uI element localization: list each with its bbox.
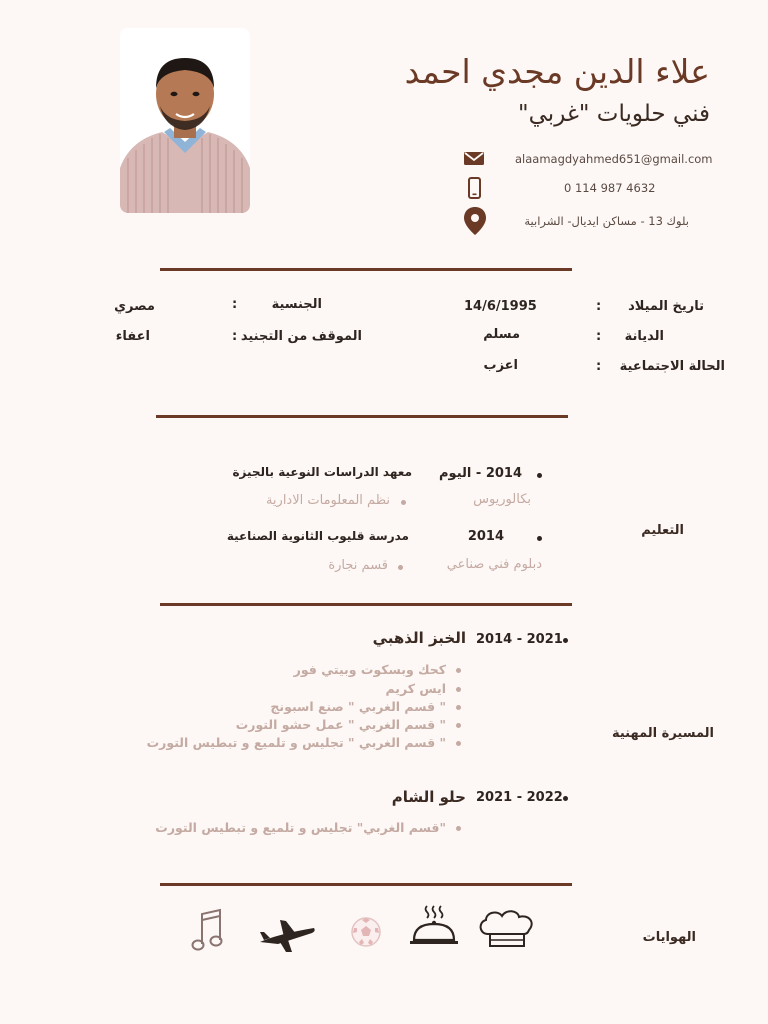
military-status-value: اعفاء xyxy=(115,329,150,344)
job-task: " قسم الغربي " عمل حشو التورت xyxy=(235,717,446,732)
job-company: الخبز الذهبي xyxy=(372,629,466,647)
birth-date-colon: : xyxy=(596,299,602,314)
birth-date-label: تاريخ الميلاد xyxy=(628,299,704,314)
airplane-icon xyxy=(258,918,316,954)
task-bullet xyxy=(456,723,461,728)
job-bullet xyxy=(563,796,568,801)
nationality-label: الجنسية xyxy=(271,297,322,312)
soccer-ball-icon xyxy=(350,916,382,948)
phone-text[interactable]: 0 114 987 4632 xyxy=(564,181,656,195)
career-section-label: المسيرة المهنية xyxy=(611,726,714,741)
divider-personal xyxy=(156,415,568,418)
birth-date-value: 14/6/1995 xyxy=(464,299,537,314)
job-bullet xyxy=(563,638,568,643)
job-task: " قسم الغربي " صنع اسبونج xyxy=(270,699,446,714)
job-years: 2021 - 2022 xyxy=(476,790,563,805)
education-degree: دبلوم فني صناعي xyxy=(446,557,542,572)
military-status-label: الموقف من التجنيد xyxy=(240,329,362,344)
religion-colon: : xyxy=(596,329,602,344)
divider-career xyxy=(160,883,572,886)
education-years: 2014 - اليوم xyxy=(439,466,522,481)
full-name: علاء الدين مجدي احمد xyxy=(404,52,710,91)
education-section-label: التعليم xyxy=(641,523,684,538)
military-status-colon: : xyxy=(232,329,238,344)
education-sub-bullet xyxy=(398,565,403,570)
food-cloche-icon xyxy=(408,904,460,948)
education-institution: معهد الدراسات النوعية بالجيزة xyxy=(232,465,412,479)
email-icon xyxy=(462,146,486,170)
nationality-value: مصري xyxy=(114,299,155,314)
phone-icon xyxy=(462,176,486,200)
job-task: كحك وبسكوت وبيتي فور xyxy=(293,662,446,677)
job-task: " قسم الغربي " تجليس و تلميع و تبطيس التورت xyxy=(146,735,446,750)
marital-status-colon: : xyxy=(596,359,602,374)
education-degree: بكالوريوس xyxy=(473,492,531,507)
education-bullet xyxy=(537,536,542,541)
job-years: 2014 - 2021 xyxy=(476,632,563,647)
profile-photo-image xyxy=(120,28,250,213)
job-task: "قسم الغربي" تجليس و تلميع و تبطيس التورت xyxy=(155,820,446,835)
address-text: بلوك 13 - مساكن ايديال- الشرابية xyxy=(524,214,689,228)
education-sub-bullet xyxy=(401,500,406,505)
location-pin-icon xyxy=(462,206,488,236)
job-company: حلو الشام xyxy=(391,788,466,806)
task-bullet xyxy=(456,705,461,710)
job-task: ايس كريم xyxy=(385,681,446,696)
education-major: قسم نجارة xyxy=(328,558,388,573)
religion-value: مسلم xyxy=(483,327,520,342)
education-institution: مدرسة قليوب الثانوية الصناعية xyxy=(226,529,409,543)
nationality-colon: : xyxy=(232,297,238,312)
divider-education xyxy=(160,603,572,606)
profile-photo xyxy=(120,28,250,213)
email-text[interactable]: alaamagdyahmed651@gmail.com xyxy=(515,152,713,166)
marital-status-label: الحالة الاجتماعية xyxy=(619,359,725,374)
education-major: نظم المعلومات الادارية xyxy=(265,493,390,508)
task-bullet xyxy=(456,668,461,673)
music-note-icon xyxy=(190,908,226,954)
marital-status-value: اعزب xyxy=(483,358,518,373)
hobbies-section-label: الهوايات xyxy=(642,930,696,945)
task-bullet xyxy=(456,741,461,746)
education-years: 2014 xyxy=(467,529,504,544)
education-bullet xyxy=(537,473,542,478)
job-title: فني حلويات "غربي" xyxy=(518,101,710,127)
task-bullet xyxy=(456,687,461,692)
task-bullet xyxy=(456,826,461,831)
religion-label: الديانة xyxy=(624,329,664,344)
chef-hat-icon xyxy=(476,908,538,950)
divider-header xyxy=(160,268,572,271)
